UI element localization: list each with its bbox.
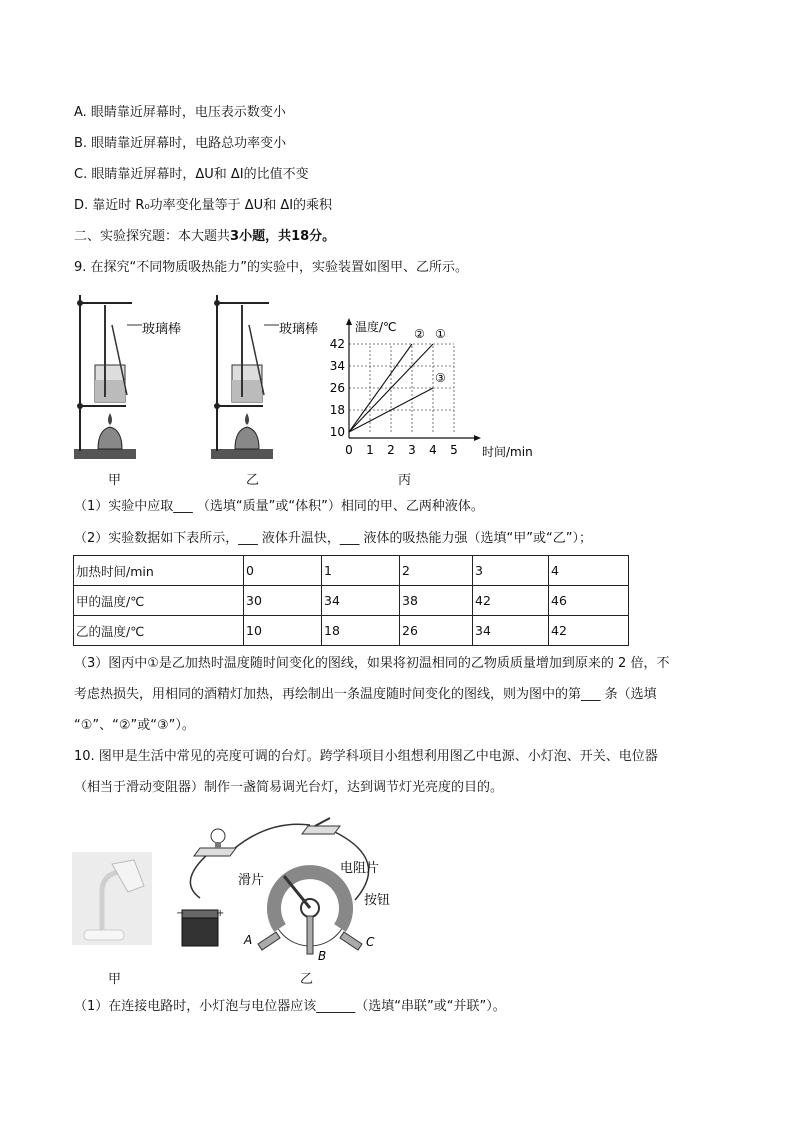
caption-circuit-yi: 乙 [300, 972, 314, 987]
q10-line1: 10. 图甲是生活中常见的亮度可调的台灯。跨学科项目小组想利用图乙中电源、小灯泡、开关、电位器 [74, 749, 658, 764]
y-tick-label: 18 [329, 403, 345, 417]
q10-sub1: （1）在连接电路时，小灯泡与电位器应该______（选填“串联”或“并联”）。 [74, 999, 506, 1014]
q9-sub3-line1: （3）图丙中①是乙加热时温度随时间变化的图线，如果将初温相同的乙物质质量增加到原来的 2 倍，不 [74, 656, 670, 671]
y-tick-label: 10 [329, 425, 345, 439]
series-label: ② [414, 327, 425, 341]
x-tick-label: 1 [366, 443, 374, 457]
apparatus-a-figure [70, 285, 200, 465]
potentiometer-icon [258, 870, 362, 954]
option-b: B. 眼睛靠近屏幕时，电路总功率变小 [74, 136, 287, 151]
caption-lamp-jia: 甲 [108, 972, 122, 987]
y-tick-label: 34 [329, 359, 345, 373]
label-knob: 按钮 [364, 893, 391, 908]
svg-text:+: + [216, 908, 225, 919]
y-tick-label: 42 [329, 337, 345, 351]
caption-bing: 丙 [398, 473, 412, 488]
label-slider: 滑片 [238, 873, 265, 888]
question-count: 3 [230, 229, 240, 244]
series-label: ③ [435, 371, 446, 385]
x-axis-label: 时间/min [482, 445, 533, 459]
apparatus-b-figure [207, 285, 337, 465]
x-tick-label: 3 [408, 443, 416, 457]
y-axis-arrow [346, 318, 352, 325]
stand-base [74, 449, 136, 459]
table-row: 乙的温度/℃ 10 18 26 34 42 [74, 616, 629, 646]
option-c: C. 眼睛靠近屏幕时，ΔU和 ΔI的比值不变 [74, 167, 309, 182]
x-tick-label: 5 [450, 443, 458, 457]
q10-line2: （相当于滑动变阻器）制作一盏简易调光台灯，达到调节灯光亮度的目的。 [74, 780, 504, 795]
label-resistor: 电阻片 [340, 861, 380, 876]
circuit-figure [170, 820, 410, 968]
x-tick-label: 0 [345, 443, 353, 457]
x-tick-label: 2 [387, 443, 395, 457]
alcohol-lamp [98, 427, 122, 449]
table-row: 甲的温度/℃ 30 34 38 42 46 [74, 586, 629, 616]
series-label: ① [435, 327, 446, 341]
q9-sub3-line3: “①”、“②”或“③”）。 [74, 718, 195, 733]
caption-jia: 甲 [108, 473, 122, 488]
rod-label-a: 玻璃棒 [142, 322, 182, 337]
table-row: 加热时间/min 0 1 2 3 4 [74, 556, 629, 586]
total-points: 18 [291, 229, 310, 244]
data-table [73, 555, 629, 646]
svg-text:−: − [176, 908, 185, 919]
temperature-time-chart [325, 315, 533, 470]
q9-sub1: （1）实验中应取___ （选填“质量”或“体积”）相同的甲、乙两种液体。 [74, 499, 484, 514]
switch-icon [302, 818, 340, 834]
option-d: D. 靠近时 R₀功率变化量等于 ΔU和 ΔI的乘积 [74, 198, 333, 213]
y-axis-label: 温度/℃ [355, 320, 397, 334]
caption-yi: 乙 [246, 473, 260, 488]
q9-sub2: （2）实验数据如下表所示，___ 液体升温快，___ 液体的吸热能力强（选填“甲”或“乙”）； [74, 531, 592, 546]
rod-label-b: 玻璃棒 [279, 322, 319, 337]
q9-sub3-line2: 考虑热损失，用相同的酒精灯加热，再绘制出一条温度随时间变化的图线，则为图中的第___ 条（选填 [74, 687, 657, 702]
bulb-icon [194, 829, 236, 856]
q9-stem: 9. 在探究“不同物质吸热能力”的实验中，实验装置如图甲、乙所示。 [74, 260, 469, 275]
battery-icon [176, 908, 224, 946]
section-heading: 二、实验探究题：本大题共3小题，共18分。 [74, 229, 336, 244]
desk-lamp-image [72, 852, 152, 945]
x-tick-label: 4 [429, 443, 437, 457]
terminal-a: A [244, 933, 253, 947]
terminal-c: C [366, 935, 375, 949]
terminal-b: B [318, 949, 327, 963]
x-axis-arrow [474, 435, 481, 441]
y-tick-label: 26 [329, 381, 345, 395]
option-a: A. 眼睛靠近屏幕时，电压表示数变小 [74, 105, 286, 120]
